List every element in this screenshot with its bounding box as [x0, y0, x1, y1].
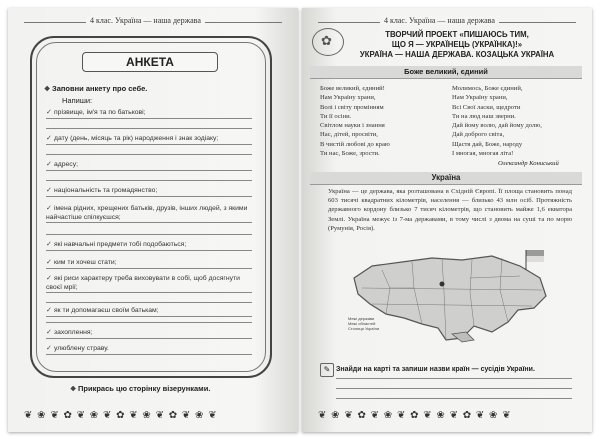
- answer-line[interactable]: [336, 378, 572, 379]
- field-name-label: прізвище, ім'я та по батькові;: [54, 109, 146, 116]
- verse-left: [320, 84, 390, 158]
- pencil-icon: ✎: [320, 363, 334, 377]
- questionnaire-title: АНКЕТА: [82, 52, 218, 72]
- field-career[interactable]: [46, 258, 252, 269]
- instruction-text: Заповни анкету про себе.: [52, 84, 148, 93]
- field-birthdate-label: дату (день, місяць та рік) народження і знак зодіаку;: [54, 135, 219, 142]
- left-page: [8, 8, 298, 432]
- field-address-label: адресу;: [54, 161, 78, 168]
- check-icon: ✓: [46, 241, 52, 248]
- ukraine-flag-icon: [526, 250, 544, 270]
- questionnaire-frame: [30, 36, 272, 378]
- verse-right: [452, 84, 542, 158]
- legend-item: Межі держави: [348, 316, 375, 321]
- answer-line[interactable]: [336, 398, 572, 399]
- blank-line: [46, 154, 252, 155]
- task-instruction: Знайди на карті та запиши назви країн — сусідів України.: [336, 366, 535, 373]
- crimea-shape: [452, 332, 474, 342]
- verse-line: Ти її осіни.: [320, 112, 352, 120]
- project-title-line-2: ЩО Я — УКРАЇНЕЦЬ (УКРАЇНКА)!»: [391, 40, 523, 49]
- book-spread: [8, 8, 592, 432]
- instruction: [44, 84, 147, 93]
- bullet-icon: ❖: [70, 386, 77, 393]
- check-icon: ✓: [46, 259, 52, 266]
- answer-line[interactable]: [336, 388, 572, 389]
- field-relatives-label: імена рідних, хрещених батьків, друзів, інших людей, з якими найчастіше спілкуєшся;: [46, 205, 248, 221]
- legend-item: Столиця України: [348, 326, 380, 331]
- verse-line: Волі і світу промінням: [320, 103, 384, 111]
- blank-line: [46, 180, 252, 181]
- ukraine-map: [342, 248, 552, 348]
- field-favorite-food[interactable]: [46, 344, 252, 355]
- field-subjects[interactable]: [46, 240, 252, 251]
- verse-line: Нам Україну храни,: [452, 94, 508, 102]
- verse-line: Щастя дай, Боже, народу: [452, 140, 523, 148]
- country-outline: [354, 256, 546, 340]
- write-label: Напиши:: [62, 96, 93, 105]
- field-nationality[interactable]: [46, 186, 252, 197]
- blank-line: [46, 234, 252, 235]
- check-icon: ✓: [46, 329, 52, 336]
- field-hobbies[interactable]: [46, 328, 252, 339]
- verse-line: Дай доброго світа,: [452, 131, 505, 139]
- floral-ornament: ❦ ❀ ❦ ✿ ❦ ❀ ❦ ✿ ❦ ❀ ❦ ✿ ❦ ❀ ❦: [24, 410, 218, 421]
- verse-line: Всі Свої ласки, щедроти: [452, 103, 521, 111]
- field-name[interactable]: [46, 108, 252, 119]
- field-hobbies-label: захоплення;: [54, 329, 93, 336]
- field-relatives[interactable]: [46, 204, 252, 223]
- check-icon: ✓: [46, 307, 52, 314]
- field-nationality-label: національність та громадянство;: [54, 187, 158, 194]
- blank-line: [46, 302, 252, 303]
- right-header: 4 клас. Україна — наша держава: [380, 16, 499, 25]
- verse-line: Нас, дітей, просвіти,: [320, 131, 378, 139]
- check-icon: ✓: [46, 275, 52, 282]
- field-help-parents[interactable]: [46, 306, 252, 317]
- check-icon: ✓: [46, 187, 52, 194]
- verse-line: В чистій любові до краю: [320, 140, 390, 148]
- check-icon: ✓: [46, 135, 52, 142]
- right-page: [302, 8, 592, 432]
- field-favorite-food-label: улюблену страву.: [54, 345, 109, 352]
- check-icon: ✓: [46, 109, 52, 116]
- verse-line: Ти нас, Боже, зрости.: [320, 150, 380, 158]
- check-icon: ✓: [46, 205, 52, 212]
- field-help-parents-label: як ти допомагаєш своїм батькам;: [54, 307, 159, 314]
- verse-line: Дай йому волю, дай йому долю,: [452, 122, 542, 130]
- verse-line: Нам Україну храни,: [320, 94, 376, 102]
- floral-ornament: ❦ ❀ ❦ ✿ ❦ ❀ ❦ ✿ ❦ ❀ ❦ ✿ ❦ ❀ ❦: [318, 410, 512, 421]
- blank-line: [46, 322, 252, 323]
- flower-emblem-icon: [312, 28, 344, 56]
- left-header: 4 клас. Україна — наша держава: [86, 16, 205, 25]
- legend-item: Межі областей: [348, 321, 376, 326]
- verse-line: Молимось, Боже єдиний,: [452, 85, 523, 92]
- field-address[interactable]: [46, 160, 252, 171]
- bullet-icon: ❖: [44, 86, 51, 93]
- check-icon: ✓: [46, 161, 52, 168]
- decorate-instruction: [70, 384, 210, 393]
- capital-marker-icon: [440, 282, 445, 287]
- decorate-text: Прикрась цю сторінку візерунками.: [78, 384, 211, 393]
- anthem-author: Олександр Кониський: [498, 160, 559, 167]
- ukraine-paragraph: Україна — це держава, яка розташована в Східній Європі. Її площа становить понад 603 тисячі квадратних кілометрів, населення — близько 43 млн осіб. Протяжність державного кордону близько 7 тисяч кілометрів, що становить майже 1,6 екватора Землі. Україна межує із 7-ма державами, в тому числі з двома на суші та по морю (Румунія, Росія).: [328, 188, 572, 232]
- map-legend: [348, 316, 379, 331]
- anthem-title: Боже великий, єдиний: [310, 66, 582, 79]
- project-title-line-1: ТВОРЧИЙ ПРОЕКТ «ПИШАЮСЬ ТИМ,: [385, 30, 529, 39]
- field-character-label: які риси характеру треба виховувати в собі, щоб досягнути своєї мрії;: [46, 275, 240, 291]
- check-icon: ✓: [46, 345, 52, 352]
- verse-line: Світлом науки і знання: [320, 122, 385, 130]
- verse-line: Боже великий, єдиний!: [320, 85, 385, 92]
- project-title-line-3: УКРАЇНА — НАША ДЕРЖАВА. КОЗАЦЬКА УКРАЇНА: [359, 50, 555, 59]
- verse-line: І многая, многая літа!: [452, 150, 514, 158]
- field-career-label: ким ти хочеш стати;: [54, 259, 117, 266]
- field-subjects-label: які навчальні предмети тобі подобаються;: [54, 241, 187, 248]
- ukraine-title: Україна: [310, 172, 582, 185]
- blank-line: [46, 128, 252, 129]
- verse-line: Ти на люд наш зверни.: [452, 112, 516, 120]
- field-character[interactable]: [46, 274, 252, 293]
- field-birthdate[interactable]: [46, 134, 252, 145]
